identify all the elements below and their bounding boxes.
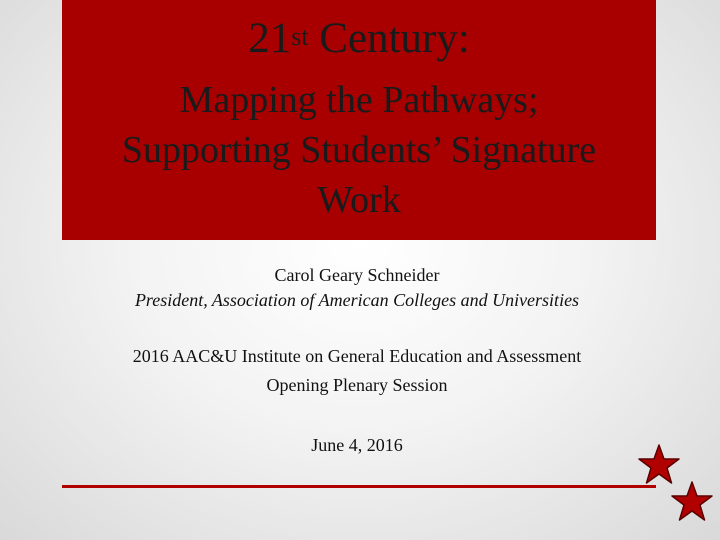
title-superscript: st xyxy=(291,22,309,51)
author-affiliation: President, Association of American Colleges and Universities xyxy=(134,290,580,310)
title-suffix: Century: xyxy=(308,15,470,62)
title-subtitle xyxy=(62,75,656,225)
presentation-date: June 4, 2016 xyxy=(311,435,403,455)
event-session: Opening Plenary Session xyxy=(266,375,448,395)
star-icon xyxy=(671,481,713,521)
subtitle-line-3: Work xyxy=(317,179,401,221)
divider-line xyxy=(62,485,656,488)
author-name: Carol Geary Schneider xyxy=(274,265,440,285)
title-prefix: 21 xyxy=(248,15,292,62)
event-title: 2016 AAC&U Institute on General Education and Assessment xyxy=(132,346,582,366)
subtitle-line-2: Supporting Students’ Signature xyxy=(121,129,597,171)
star-icon xyxy=(638,444,680,484)
subtitle-line-1: Mapping the Pathways; xyxy=(179,79,539,121)
title-line-1 xyxy=(62,14,656,64)
title-box xyxy=(62,0,656,240)
